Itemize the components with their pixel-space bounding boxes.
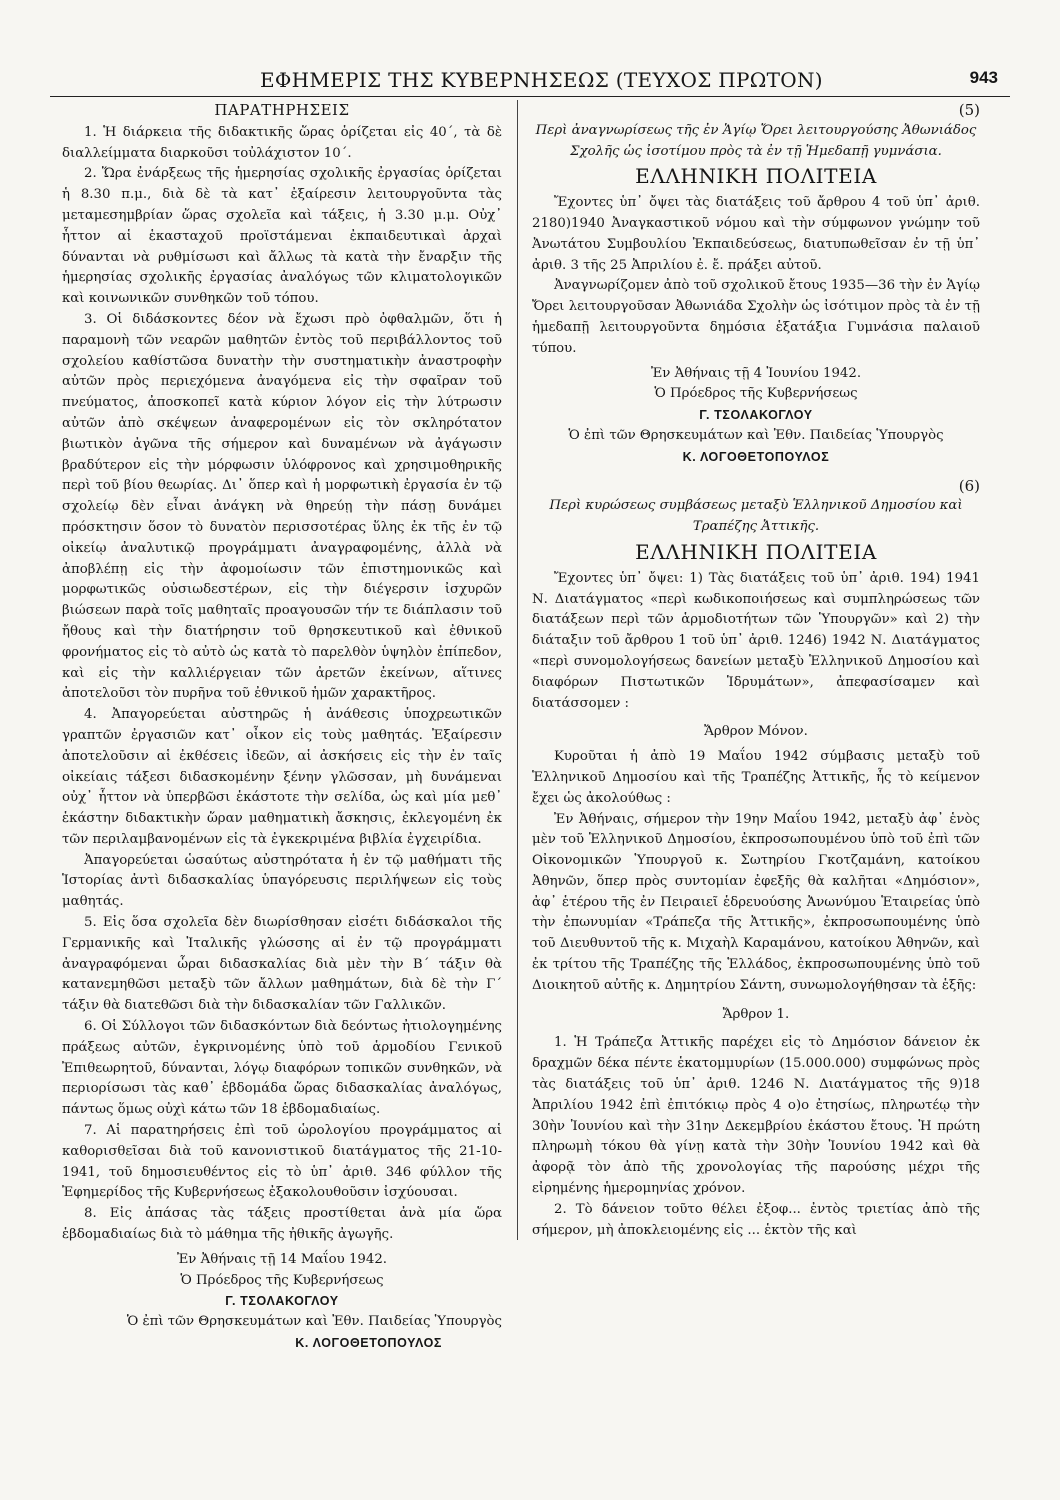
minister-name: Κ. ΛΟΓΟΘΕΤΟΠΟΥΛΟΣ <box>295 1336 442 1351</box>
observation-7: 7. Αἱ παρατηρήσεις ἐπὶ τοῦ ὡρολογίου προγράμματος αἱ καθορισθεῖσαι διὰ τοῦ κανονιστικοῦ διατάγματος τῆς 21-10-1941, τοῦ δημοσιευθέντος εἰς τὸ ὑπ᾽ ἀριθ. 346 φύλλον τῆς Ἐφημερίδος τῆς Κυβερνήσεως ἐξακολουθοῦσιν ἰσχύουσαι. <box>62 1123 502 1201</box>
decree-6-ratification: Κυροῦται ἡ ἀπὸ 19 Μαΐου 1942 σύμβασις μεταξὺ τοῦ Ἑλληνικοῦ Δημοσίου καὶ τῆς Τραπέζης Ἀττικῆς, ἧς τὸ κείμενον ἔχει ὡς ἀκολούθως : <box>532 749 980 806</box>
observation-2: 2. Ὥρα ἐνάρξεως τῆς ἡμερησίας σχολικῆς ἐργασίας ὁρίζεται ἡ 8.30 π.μ., διὰ δὲ τὰ κατ᾽ ἐξαίρεσιν λειτουργοῦντα τὰς μεταμεσημβρίαν ὥρας σχολεῖα καὶ τάξεις, ἡ 3.30 μ.μ. Οὐχ᾽ ἧττον αἱ ἑκασταχοῦ προϊστάμεναι ἐκπαιδευτικαὶ ἀρχαὶ δύνανται νὰ ρυθμίσωσι καὶ ἄλλως τὰ κατὰ τὴν ἔναρξιν τῆς ἡμερησίας σχολικῆς ἐργασίας ἀναλόγως τῶν κλιματολογικῶν καὶ κοινωνικῶν συνθηκῶν τοῦ τόπου. <box>62 166 502 307</box>
decree-6-subject: Περὶ κυρώσεως συμβάσεως μεταξὺ Ἑλληνικοῦ Δημοσίου καὶ Τραπέζης Ἀττικῆς. <box>549 498 963 535</box>
single-article-heading: Ἄρθρον Μόνον. <box>704 724 808 740</box>
column-divider <box>517 100 518 1240</box>
article-1-heading: Ἄρθρον 1. <box>722 1006 790 1022</box>
observation-3: 3. Οἱ διδάσκοντες δέον νὰ ἔχωσι πρὸ ὀφθαλμῶν, ὅτι ἡ παραμονὴ τῶν νεαρῶν μαθητῶν ἐντὸς τοῦ περιβάλλοντος τοῦ σχολείου καθίστῶσα δυνατὴν τὴν συστηματικὴν ἀναστροφὴν αὐτῶν πρὸς περιεχόμενα ἀναγόμενα εἰς τὴν σφαῖραν τοῦ πνεύματος, ἀποσκοπεῖ κατὰ κύριον λόγον εἰς τὴν λύτρωσιν αὐτῶν ἀπὸ σκέψεων ἀναφερομένων εἰς τὸν σκληρότατον βιωτικὸν ἀγῶνα τῆς σήμερον καὶ δυναμένων νὰ ἀγάγωσιν βραδύτερον εἰς τὴν μόρφωσιν ὑλόφρονος καὶ χρησιμοθηρικῆς περὶ τοῦ βίου θεωρίας. Δι᾽ ὅπερ καὶ ἡ μορφωτικὴ ἐργασία ἐν τῷ σχολείῳ δὲν εἶναι ἀνάγκη νὰ θηρεύῃ τὴν πάσῃ δυνάμει πρόσκτησιν ὅσον τὸ δυνατὸν περισσοτέρας ὕλης ἐκ τῆς ἐν τῷ οἰκείῳ ἀναλυτικῷ προγράμματι ἀναγραφομένης, ἀλλὰ νὰ ἀποβλέπῃ εἰς τὴν ἀφομοίωσιν τῶν ἐπιστημονικῶς καὶ μορφωτικῶς οὐσιωδεστέρων, εἰς τὴν διέγερσιν ἰσχυρῶν βιώσεων παρὰ τοῖς μαθηταῖς προαγουσῶν τήν τε διάπλασιν τοῦ ἤθους καὶ τὴν διατήρησιν τοῦ θρησκευτικοῦ καὶ ἐθνικοῦ φρονήματος εἰς τὸ αὐτὸ ὡς κατὰ τὸ παρελθὸν ὑψηλὸν ἐπίπεδον, καὶ εἰς τὴν καλλιέργειαν τῶν ἀρετῶν ἐκείνων, αἵτινες ἀποτελοῦσι τὸν πυρῆνα τοῦ ἐθνικοῦ ἡμῶν χαρακτῆρος. <box>62 311 502 702</box>
minister-title: Ὁ ἐπὶ τῶν Θρησκευμάτων καὶ Ἐθν. Παιδείας Ὑπουργὸς <box>126 1314 502 1330</box>
decree-5-minister-name: Κ. ΛΟΓΟΘΕΤΟΠΟΥΛΟΣ <box>682 449 830 464</box>
left-column <box>62 100 502 1354</box>
right-column <box>532 100 980 1241</box>
decree-number-6: (6) <box>958 476 980 495</box>
signing-date: Ἐν Ἀθήναις τῇ 14 Μαΐου 1942. <box>176 1251 388 1267</box>
observation-8: 8. Εἰς ἁπάσας τὰς τάξεις προστίθεται ἀνὰ μία ὥρα ἑβδομαδιαίως διὰ τὸ μάθημα τῆς ἠθικῆς ἀγωγῆς. <box>62 1206 502 1243</box>
decree-6-heading: ΕΛΛΗΝΙΚΗ ΠΟΛΙΤΕΙΑ <box>635 539 877 564</box>
decree-5-date: Ἐν Ἀθήναις τῇ 4 Ἰουνίου 1942. <box>650 365 862 381</box>
decree-5-preamble: Ἔχοντες ὑπ᾽ ὄψει τὰς διατάξεις τοῦ ἄρθρου 4 τοῦ ὑπ᾽ ἀριθ. 2180)1940 Ἀναγκαστικοῦ νόμου καὶ τὴν σύμφωνον γνώμην τοῦ Ἀνωτάτου Συμβουλίου Ἐκπαιδεύσεως, διατυπωθεῖσαν ἐν τῇ ὑπ᾽ ἀριθ. 3 τῆς 25 Ἀπριλίου ἐ. ἔ. πράξει αὐτοῦ. <box>532 195 980 273</box>
president-title: Ὁ Πρόεδρος τῆς Κυβερνήσεως <box>180 1272 384 1288</box>
decree-5-subject: Περὶ ἀναγνωρίσεως τῆς ἐν Ἁγίῳ Ὄρει λειτουργούσης Ἀθωνιάδος Σχολῆς ὡς ἰσοτίμου πρὸς τὰ ἐν τῇ Ἡμεδαπῇ γυμνάσια. <box>535 122 977 159</box>
decree-5-president-title: Ὁ Πρόεδρος τῆς Κυβερνήσεως <box>654 386 858 402</box>
decree-5-minister-title: Ὁ ἐπὶ τῶν Θρησκευμάτων καὶ Ἐθν. Παιδείας Ὑπουργὸς <box>568 427 944 443</box>
president-name: Γ. ΤΣΟΛΑΚΟΓΛΟΥ <box>225 1294 339 1309</box>
observation-1: 1. Ἡ διάρκεια τῆς διδακτικῆς ὥρας ὁρίζεται εἰς 40΄, τὰ δὲ διαλλείμματα διαρκοῦσι τοὐλάχιστον 10΄. <box>62 124 502 161</box>
observation-5: 5. Εἰς ὅσα σχολεῖα δὲν διωρίσθησαν εἰσέτι διδάσκαλοι τῆς Γερμανικῆς καὶ Ἰταλικῆς γλώσσης αἱ ἐν τῷ προγράμματι ἀναγραφόμεναι ὧραι διδασκαλίας διὰ μὲν τὴν Β΄ τάξιν θὰ κατανεμηθῶσι μεταξὺ τῶν ἄλλων μαθημάτων, διὰ δὲ τὴν Γ΄ τάξιν θὰ διατεθῶσι διὰ τὴν διδασκαλίαν τῶν Γαλλικῶν. <box>62 915 502 1014</box>
article-1-paragraph-1: 1. Ἡ Τράπεζα Ἀττικῆς παρέχει εἰς τὸ Δημόσιον δάνειον ἐκ δραχμῶν δέκα πέντε ἑκατομμυρίων (15.000.000) συμφώνως πρὸς τὰς διατάξεις τοῦ ὑπ᾽ ἀριθ. 1246 Ν. Διατάγματος τῆς 9)18 Ἀπριλίου 1942 ἐπὶ ἐπιτόκιῳ πρὸς 4 ο)ο ἐτησίως, πληρωτέῳ τὴν 30ὴν Ἰουνίου καὶ τὴν 31ην Δεκεμβρίου ἑκάστου ἔτους. Ἡ πρώτη πληρωμὴ τόκου θὰ γίνῃ κατὰ τὴν 30ὴν Ἰουνίου 1942 καὶ θὰ ἀφορᾷ τὸν ἀπὸ τῆς χρονολογίας τῆς παρούσης μέχρι τῆς εἰρημένης ἡμερομηνίας χρόνον. <box>532 1035 980 1197</box>
decree-number-5: (5) <box>958 101 980 119</box>
observation-4: 4. Ἀπαγορεύεται αὐστηρῶς ἡ ἀνάθεσις ὑποχρεωτικῶν γραπτῶν ἐργασιῶν κατ᾽ οἶκον εἰς τοὺς μαθητάς. Ἐξαίρεσιν ἀποτελοῦσιν αἱ ἐκθέσεις ἰδεῶν, αἱ ἀσκήσεις εἰς τὴν ἐν ταῖς οἰκείαις τάξεσι διδασκομένην ξένην γλῶσσαν, μὴ δυνάμεναι οὐχ᾽ ἧττον νὰ ὑπερβῶσι ἑκάστοτε τὴν σελίδα, ὡς καὶ μία μεθ᾽ ἑκάστην διδακτικὴν ὥραν μαθηματικὴ ἄσκησις, ἐκλεγομένη ἐκ τῶν περιλαμβανομένων εἰς τὰ ἐγκεκριμένα βιβλία ἐγχειρίδια. <box>62 707 502 847</box>
decree-6-preamble: Ἔχοντες ὑπ᾽ ὄψει: 1) Τὰς διατάξεις τοῦ ὑπ᾽ ἀριθ. 194) 1941 Ν. Διατάγματος «περὶ κωδικοποιήσεως καὶ συμπληρώσεως τῶν διατάξεων περὶ τῶν ἁρμοδιοτήτων τῶν Ὑπουργῶν» καὶ 2) τὴν διάταξιν τοῦ ἄρθρου 1 τοῦ ὑπ᾽ ἀριθ. 1246) 1942 Ν. Διατάγματος «περὶ συνομολογήσεως δανείων μεταξὺ Ἑλληνικοῦ Δημοσίου καὶ διαφόρων Πιστωτικῶν Ἱδρυμάτων», ἀπεφασίσαμεν καὶ διατάσσομεν : <box>532 570 980 711</box>
observations-heading: ΠΑΡΑΤΗΡΗΣΕΙΣ <box>214 101 350 119</box>
article-1-paragraph-2: 2. Τὸ δάνειον τοῦτο θέλει ἐξοφ... ἐντὸς τριετίας ἀπὸ τῆς σήμερον, μὴ ἀποκλειομένης εἰς ... ἑκτὸν τῆς καὶ <box>532 1201 980 1238</box>
observation-4-continued: Ἀπαγορεύεται ὡσαύτως αὐστηρότατα ἡ ἐν τῷ μαθήματι τῆς Ἱστορίας ἀντὶ διδασκαλίας ὑπαγόρευσις περιλήψεων εἰς τοὺς μαθητάς. <box>62 852 502 910</box>
page-header <box>50 66 1010 97</box>
decree-5-heading: ΕΛΛΗΝΙΚΗ ΠΟΛΙΤΕΙΑ <box>635 164 877 189</box>
contract-parties: Ἐν Ἀθήναις, σήμερον τὴν 19ην Μαΐου 1942, μεταξὺ ἀφ᾽ ἑνὸς μὲν τοῦ Ἑλληνικοῦ Δημοσίου, ἐκπροσωπουμένου ὑπὸ τοῦ ἐπὶ τῶν Οἰκονομικῶν Ὑπουργοῦ κ. Σωτηρίου Γκοτζαμάνη, κατοίκου Ἀθηνῶν, ὅπερ πρὸς συντομίαν ἐφεξῆς θὰ καλῆται «Δημόσιον», ἀφ᾽ ἑτέρου τῆς ἐν Πειραιεῖ ἑδρευούσης Ἀνωνύμου Ἑταιρείας ὑπὸ τὴν ἐπωνυμίαν «Τράπεζα τῆς Ἀττικῆς», ἐκπροσωπουμένης ὑπὸ τοῦ Διευθυντοῦ τῆς κ. Μιχαὴλ Καραμάνου, κατοίκου Ἀθηνῶν, καὶ ἐκ τρίτου τῆς Τραπέζης τῆς Ἑλλάδος, ἐκπροσωπουμένης ὑπὸ τοῦ Διοικητοῦ αὐτῆς κ. Δημητρίου Σάντη, συνωμολογήθησαν τὰ ἑξῆς: <box>532 811 980 993</box>
decree-5-president-name: Γ. ΤΣΟΛΑΚΟΓΛΟΥ <box>699 408 813 423</box>
decree-5-body: Ἀναγνωρίζομεν ἀπὸ τοῦ σχολικοῦ ἔτους 1935—36 τὴν ἐν Ἁγίῳ Ὄρει λειτουργοῦσαν Ἀθωνιάδα Σχολὴν ὡς ἰσότιμον πρὸς τὰ ἐν τῇ ἡμεδαπῇ λειτουργοῦντα δημόσια ἑξατάξια Γυμνάσια παλαιοῦ τύπου. <box>532 278 980 356</box>
gazette-title: ΕΦΗΜΕΡΙΣ ΤΗΣ ΚΥΒΕΡΝΗΣΕΩΣ (ΤΕΥΧΟΣ ΠΡΩΤΟΝ) <box>260 68 823 92</box>
page-number: 943 <box>969 68 998 87</box>
observation-6: 6. Οἱ Σύλλογοι τῶν διδασκόντων διὰ δεόντως ἠτιολογημένης πράξεως αὐτῶν, ἐγκρινομένης ὑπὸ τοῦ ἁρμοδίου Γενικοῦ Ἐπιθεωρητοῦ, δύνανται, λόγῳ διαφόρων τοπικῶν συνθηκῶν, νὰ περιορίσωσι τὰς καθ᾽ ἑβδομάδα ὥρας διδασκαλίας ἀναλόγως, πάντως ὅμως οὐχὶ κάτω τῶν 18 ἑβδομαδιαίως. <box>62 1019 502 1118</box>
